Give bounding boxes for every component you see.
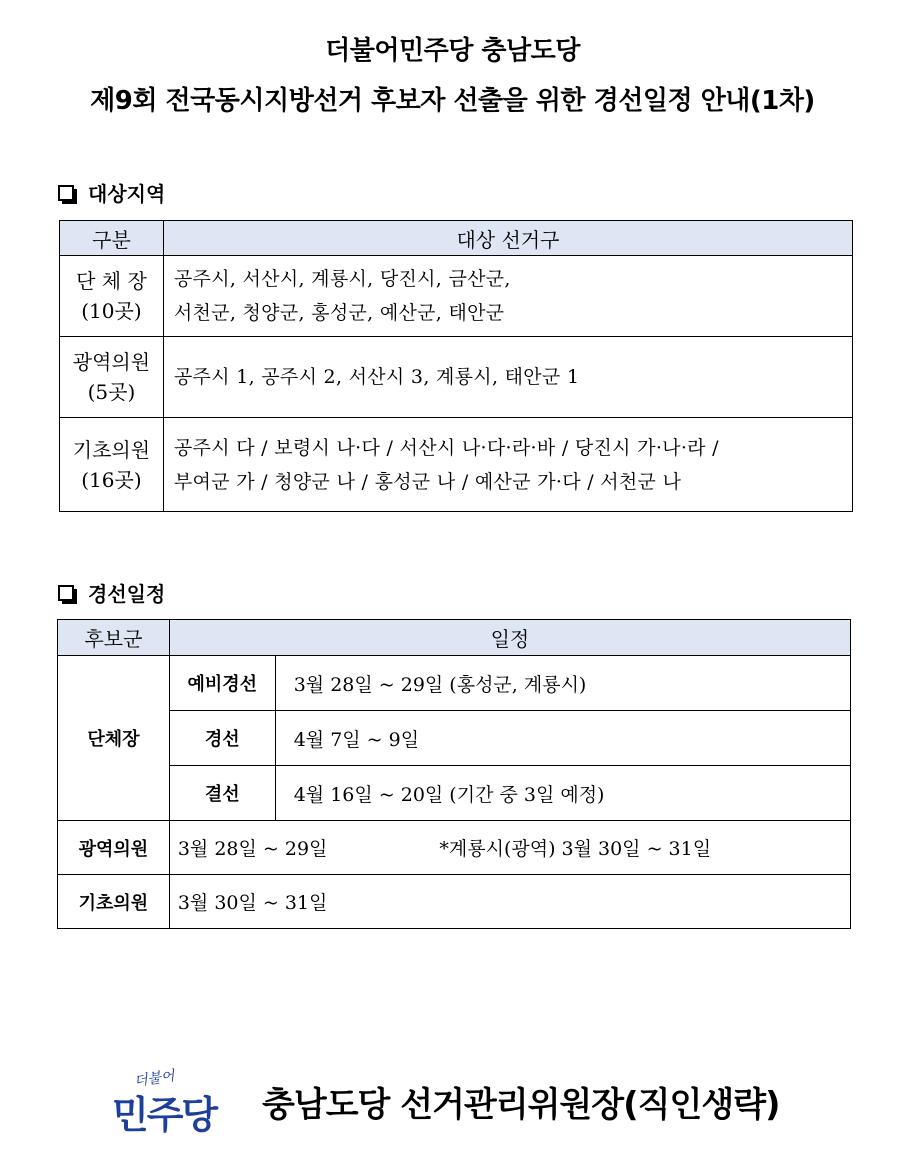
- table-row: [58, 656, 851, 711]
- table-row: [58, 821, 851, 875]
- group-head-cell: 단체장: [58, 656, 170, 821]
- provincial-note: *계룡시(광역) 3월 30일 ~ 31일: [439, 838, 712, 860]
- section-title: 경선일정: [88, 582, 166, 606]
- table-row: [58, 711, 851, 766]
- dates-cell: 4월 16일 ~ 20일 (기간 중 3일 예정): [275, 766, 850, 821]
- section-target-regions: [58, 178, 165, 207]
- districts-cell: 공주시 1, 공주시 2, 서산시 3, 계룡시, 태안군 1: [163, 337, 852, 418]
- provincial-dates-cell: 3월 28일 ~ 29일 *계룡시(광역) 3월 30일 ~ 31일: [169, 821, 850, 875]
- category-cell: 광역의원 (5곳): [60, 337, 164, 418]
- category-cell: 단 체 장 (10곳): [60, 256, 164, 337]
- footer: [112, 1068, 780, 1137]
- document-title-line1: 더불어민주당 충남도당: [325, 36, 580, 66]
- provincial-label-cell: 광역의원: [58, 821, 170, 875]
- stage-cell: 예비경선: [169, 656, 275, 711]
- table-row: [60, 418, 853, 512]
- signature-text: 충남도당 선거관리위원장(직인생략): [262, 1084, 780, 1125]
- stage-cell: 결선: [169, 766, 275, 821]
- checkbox-bullet-icon: [58, 585, 74, 601]
- stage-cell: 경선: [169, 711, 275, 766]
- party-logo: [112, 1068, 232, 1137]
- table-row: [58, 875, 851, 929]
- target-regions-table: [59, 220, 853, 512]
- logo-main-text: 민주당: [112, 1093, 217, 1137]
- category-cell: 기초의원 (16곳): [60, 418, 164, 512]
- document-title-line2: 제9회 전국동시지방선거 후보자 선출을 위한 경선일정 안내(1차): [90, 86, 815, 116]
- header-schedule: 일정: [169, 620, 850, 656]
- section-schedule: [58, 578, 165, 607]
- table-row: [60, 256, 853, 337]
- local-label-cell: 기초의원: [58, 875, 170, 929]
- header-districts: 대상 선거구: [163, 221, 852, 256]
- checkbox-bullet-icon: [58, 185, 74, 201]
- table-row: [60, 337, 853, 418]
- schedule-table: [57, 619, 851, 929]
- districts-cell: 공주시, 서산시, 계룡시, 당진시, 금산군, 서천군, 청양군, 홍성군, 예산군, 태안군: [163, 256, 852, 337]
- header-candidate: 후보군: [58, 620, 170, 656]
- local-dates-cell: 3월 30일 ~ 31일: [169, 875, 850, 929]
- header-category: 구분: [60, 221, 164, 256]
- table-row: [58, 766, 851, 821]
- districts-cell: 공주시 다 / 보령시 나·다 / 서산시 나·다·라·바 / 당진시 가·나·라 / 부여군 가 / 청양군 나 / 홍성군 나 / 예산군 가·다 / 서천군 나: [163, 418, 852, 512]
- dates-cell: 3월 28일 ~ 29일 (홍성군, 계룡시): [275, 656, 850, 711]
- logo-small-text: 더불어: [133, 1068, 176, 1090]
- dates-cell: 4월 7일 ~ 9일: [275, 711, 850, 766]
- section-title: 대상지역: [88, 182, 166, 206]
